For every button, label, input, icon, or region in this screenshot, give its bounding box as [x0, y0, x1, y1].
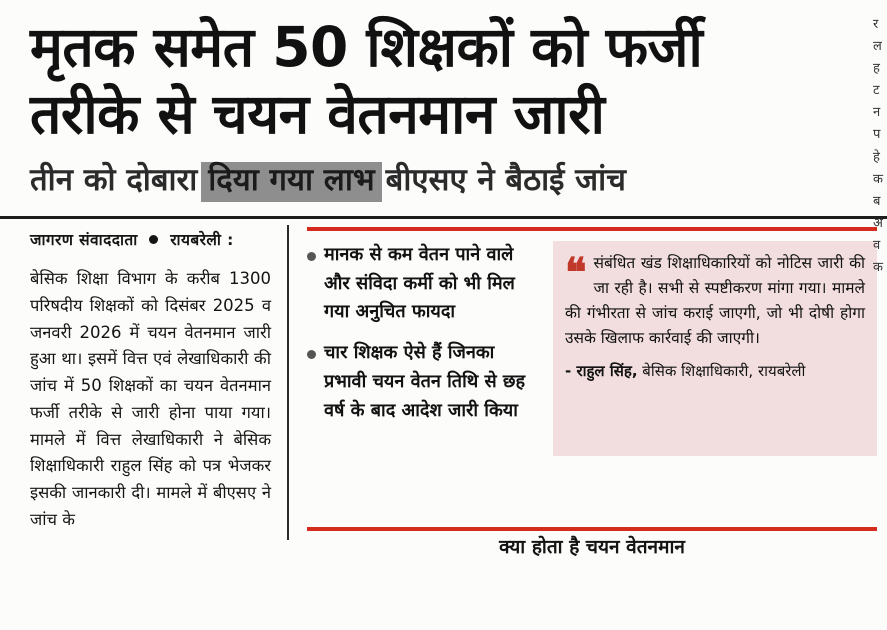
bullet-text: मानक से कम वेतन पाने वाले और संविदा कर्मी को भी मिल गया अनुचित फायदा [324, 243, 515, 323]
quote-text: संबंधित खंड शिक्षाधिकारियों को नोटिस जारी की जा रही है। सभी से स्पष्टीकरण मांगा गया। मामले की गंभीरता से जांच कराई जाएगी, जो भी दोषी होगा उसके खिलाफ कार्रवाई की जाएगी। [565, 253, 865, 348]
list-item [307, 339, 539, 425]
sliver-line: हे [873, 149, 880, 165]
sliver-line: व [873, 237, 881, 253]
quote-attrib-role: बेसिक शिक्षाधिकारी, रायबरेली [642, 362, 806, 381]
bullet-list [307, 241, 539, 456]
subheadline-before: तीन को दोबारा [30, 162, 198, 199]
quote-card [553, 241, 877, 456]
list-item [307, 241, 539, 327]
headline-line-1: मृतक समेत 50 शिक्षकों को फर्जी [30, 15, 703, 79]
byline-agency: जागरण संवाददाता [30, 230, 138, 249]
bullet-dot-icon [307, 350, 316, 359]
byline-place: रायबरेली : [170, 230, 234, 249]
box-caption: क्या होता है चयन वेतनमान [499, 535, 685, 558]
headline-block [0, 0, 887, 202]
highlight-box [289, 219, 887, 558]
subheadline [30, 162, 857, 202]
box-bottom-rule [307, 527, 877, 531]
box-top-rule [307, 227, 877, 231]
sliver-line: क [873, 260, 883, 276]
sliver-line: ब [873, 193, 881, 209]
sliver-line: क [873, 171, 883, 187]
bullet-dot-icon [149, 235, 158, 244]
article-body: बेसिक शिक्षा विभाग के करीब 1300 परिषदीय शिक्षकों को दिसंबर 2025 व जनवरी 2026 में चयन वेतनमान जारी हुआ था। इसमें वित्त एवं लेखाधिकारी की जांच में 50 शिक्षकों का चयन वेतनमान फर्जी तरीके से जारी होना पाया गया। मामले में वित्त लेखाधिकारी ने बेसिक शिक्षाधिकारी राहुल सिंह को पत्र भेजकर इसकी जानकारी दी। मामले में बीएसए ने जांच के [30, 269, 271, 529]
adjacent-column-sliver [873, 0, 887, 630]
quote-mark-icon: ❝ [565, 248, 587, 296]
byline [30, 228, 271, 250]
subheadline-after: बीएसए ने बैठाई जांच [385, 162, 626, 199]
page-title [30, 14, 857, 148]
article-columns [0, 219, 887, 558]
sliver-line: ह [873, 61, 880, 77]
sliver-line: न [873, 105, 881, 121]
headline-line-2: तरीके से चयन वेतनमान जारी [30, 82, 605, 147]
subheadline-highlight: दिया गया लाभ [201, 162, 381, 202]
bullet-dot-icon [307, 252, 316, 261]
article-text-column [0, 219, 287, 549]
bullet-text: चार शिक्षक ऐसे हैं जिनका प्रभावी चयन वेतन तिथि से छह वर्ष के बाद आदेश जारी किया [324, 342, 526, 421]
sliver-line: ल [873, 39, 882, 55]
sliver-line: अ [873, 215, 883, 231]
box-content [307, 241, 877, 456]
quote-attrib-name: - राहुल सिंह, [565, 362, 638, 381]
quote-attribution [565, 361, 865, 383]
sliver-line: ट [873, 83, 880, 99]
sliver-line: प [873, 127, 881, 143]
sliver-line: र [873, 17, 879, 32]
